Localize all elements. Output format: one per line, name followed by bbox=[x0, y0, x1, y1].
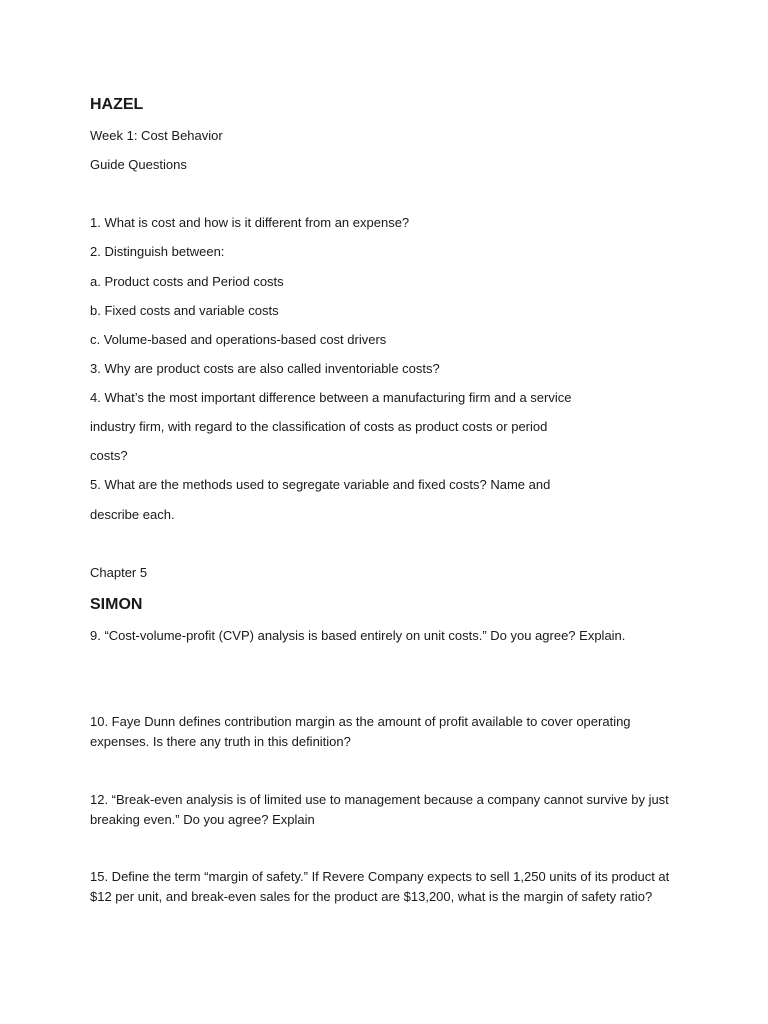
question-line: c. Volume-based and operations-based cost drivers bbox=[90, 332, 387, 347]
guide-questions-label: Guide Questions bbox=[90, 157, 187, 172]
question-paragraph: 10. Faye Dunn defines contribution margin as the amount of profit available to cover operating expenses. Is there any truth in this definition? bbox=[90, 714, 631, 749]
question-line: 1. What is cost and how is it different from an expense? bbox=[90, 215, 410, 230]
question-line: industry firm, with regard to the classification of costs as product costs or period bbox=[90, 419, 548, 434]
heading-simon: SIMON bbox=[90, 596, 143, 613]
question-paragraph: 9. “Cost-volume-profit (CVP) analysis is based entirely on unit costs.” Do you agree? Explain. bbox=[90, 628, 626, 643]
heading-hazel: HAZEL bbox=[90, 96, 144, 113]
question-line: 3. Why are product costs are also called inventoriable costs? bbox=[90, 361, 440, 376]
question-line: a. Product costs and Period costs bbox=[90, 274, 284, 289]
question-paragraph: 15. Define the term “margin of safety.” If Revere Company expects to sell 1,250 units of its product at $12 per unit, and break-even sales for the product are $13,200, what is the margin of safety ratio? bbox=[90, 869, 670, 904]
question-line: costs? bbox=[90, 448, 128, 463]
question-line: b. Fixed costs and variable costs bbox=[90, 303, 279, 318]
question-paragraph: 12. “Break-even analysis is of limited use to management because a company cannot survive by just breaking even.” Do you agree? Explain bbox=[90, 792, 669, 827]
question-line: 5. What are the methods used to segregate variable and fixed costs? Name and bbox=[90, 477, 551, 492]
question-line: describe each. bbox=[90, 507, 175, 522]
chapter-label: Chapter 5 bbox=[90, 565, 148, 580]
question-line: 2. Distinguish between: bbox=[90, 244, 225, 259]
week-title: Week 1: Cost Behavior bbox=[90, 128, 223, 143]
question-line: 4. What’s the most important difference between a manufacturing firm and a service bbox=[90, 390, 572, 405]
